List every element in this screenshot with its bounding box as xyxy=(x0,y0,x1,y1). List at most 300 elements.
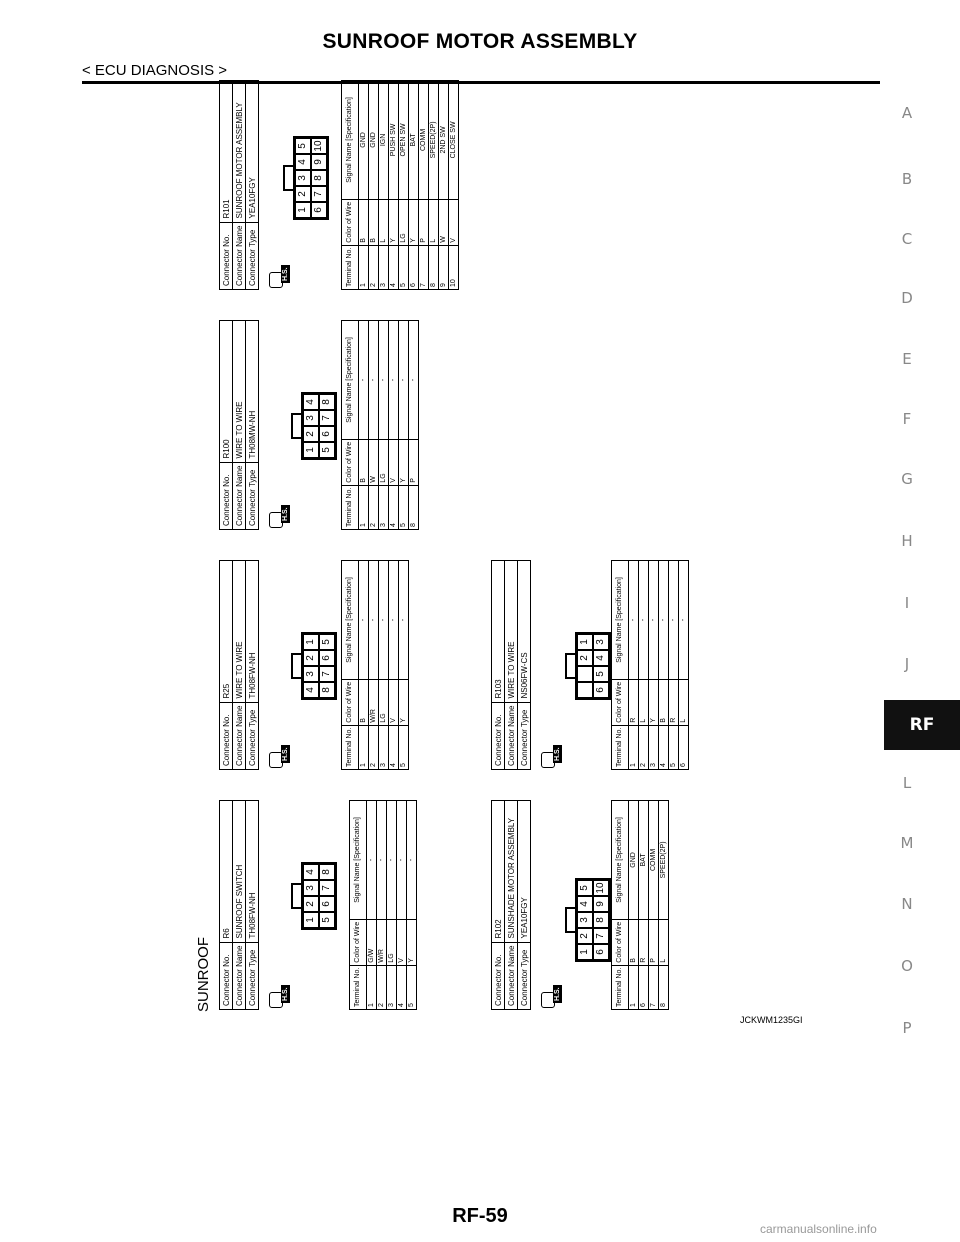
table-row xyxy=(649,801,659,1010)
terminal-cell: 1 xyxy=(359,245,369,289)
wire-color-cell: V xyxy=(397,919,407,965)
terminal-table-header: Signal Name [Specification] xyxy=(342,561,359,680)
image-code: JCKWM1235GI xyxy=(740,1015,803,1025)
terminal-table xyxy=(349,800,417,1010)
table-row xyxy=(359,561,369,770)
terminal-cell: 5 xyxy=(399,245,409,289)
header-value: SUNROOF MOTOR ASSEMBLY xyxy=(233,81,246,223)
table-row xyxy=(679,561,689,770)
pin-6: 6 xyxy=(311,202,327,218)
signal-cell: 2ND SW xyxy=(439,81,449,200)
side-index-a[interactable]: A xyxy=(901,104,913,122)
connector-header-table xyxy=(219,560,259,770)
header-label: Connector Type xyxy=(246,702,259,769)
terminal-table xyxy=(341,80,459,290)
table-row xyxy=(379,561,389,770)
terminal-cell: 2 xyxy=(369,485,379,529)
hs-harness-side-icon: H.S. xyxy=(541,738,567,768)
header-value: R101 xyxy=(220,81,233,223)
terminal-cell: 4 xyxy=(659,725,669,769)
header-label: Connector Name xyxy=(233,942,246,1009)
table-row xyxy=(669,561,679,770)
terminal-table-header: Signal Name [Specification] xyxy=(342,321,359,440)
terminal-cell: 6 xyxy=(409,245,419,289)
connector-header-table xyxy=(219,80,259,290)
terminal-table xyxy=(611,800,669,1010)
table-row xyxy=(659,561,669,770)
hs-harness-side-icon: H.S. xyxy=(269,258,295,288)
signal-cell: - xyxy=(649,561,659,680)
terminal-table-header: Color of Wire xyxy=(612,679,629,725)
pin-10: 10 xyxy=(311,138,327,154)
header-value: R102 xyxy=(492,801,505,943)
pin-5: 5 xyxy=(295,138,311,154)
wire-color-cell: B xyxy=(359,199,369,245)
terminal-cell: 3 xyxy=(379,725,389,769)
signal-cell: - xyxy=(359,561,369,680)
header-label: Connector Type xyxy=(518,702,531,769)
wire-color-cell: W xyxy=(369,439,379,485)
table-row xyxy=(659,801,669,1010)
wire-color-cell: V xyxy=(389,679,399,725)
wire-color-cell: B xyxy=(359,679,369,725)
terminal-table-header: Color of Wire xyxy=(342,199,359,245)
wire-color-cell: V xyxy=(389,439,399,485)
pin-1: 1 xyxy=(577,944,593,960)
pin-6: 6 xyxy=(593,682,609,698)
table-row xyxy=(379,321,389,530)
signal-cell: - xyxy=(379,561,389,680)
signal-cell: - xyxy=(397,801,407,920)
pin-3: 3 xyxy=(593,634,609,650)
pin-6: 6 xyxy=(593,944,609,960)
terminal-cell: 6 xyxy=(679,725,689,769)
table-row xyxy=(649,561,659,770)
terminal-table xyxy=(611,560,689,770)
header-label: Connector No. xyxy=(492,702,505,769)
table-row xyxy=(399,561,409,770)
connector-header-table xyxy=(219,320,259,530)
header-label: Connector Name xyxy=(233,222,246,289)
header-value: NS06FW-CS xyxy=(518,561,531,703)
table-row xyxy=(449,81,459,290)
signal-cell: - xyxy=(629,561,639,680)
page-number: RF-59 xyxy=(452,1205,508,1227)
hs-harness-side-icon: H.S. xyxy=(269,978,295,1008)
wire-color-cell: W/R xyxy=(369,679,379,725)
page-title: SUNROOF MOTOR ASSEMBLY xyxy=(322,30,638,53)
header-value: R6 xyxy=(220,801,233,943)
pin-4: 4 xyxy=(577,896,593,912)
pin-4: 4 xyxy=(303,864,319,880)
side-index-rf[interactable]: RF xyxy=(884,700,960,750)
side-index-f[interactable]: F xyxy=(902,410,912,428)
pin-4: 4 xyxy=(303,394,319,410)
section-breadcrumb: < ECU DIAGNOSIS > xyxy=(82,62,228,79)
table-row xyxy=(367,801,377,1010)
table-row xyxy=(629,801,639,1010)
signal-cell: GND xyxy=(629,801,639,920)
pin-5: 5 xyxy=(319,912,335,928)
pin-6: 6 xyxy=(319,896,335,912)
connector-r100 xyxy=(219,320,417,530)
terminal-table-header: Signal Name [Specification] xyxy=(342,81,359,200)
hs-harness-side-icon: H.S. xyxy=(269,498,295,528)
connector-pinout xyxy=(301,392,337,460)
side-index-h[interactable]: H xyxy=(901,532,913,550)
connector-header-table xyxy=(219,800,259,1010)
header-label: Connector No. xyxy=(220,222,233,289)
terminal-cell: 4 xyxy=(389,245,399,289)
table-row xyxy=(387,801,397,1010)
pin-3: 3 xyxy=(295,170,311,186)
terminal-cell: 4 xyxy=(389,725,399,769)
pin-7: 7 xyxy=(311,186,327,202)
table-row xyxy=(359,81,369,290)
rotated-drawing xyxy=(195,97,835,1012)
wire-color-cell: LG xyxy=(387,919,397,965)
pin-3: 3 xyxy=(303,880,319,896)
signal-cell: - xyxy=(359,321,369,440)
pin-8: 8 xyxy=(319,864,335,880)
header-value: R25 xyxy=(220,561,233,703)
pin-6: 6 xyxy=(319,650,335,666)
table-row xyxy=(429,81,439,290)
terminal-cell: 2 xyxy=(369,725,379,769)
signal-cell: - xyxy=(387,801,397,920)
header-value: TH08FW-NH xyxy=(246,561,259,703)
header-value: SUNSHADE MOTOR ASSEMBLY xyxy=(505,801,518,943)
terminal-cell: 3 xyxy=(387,965,397,1009)
side-index-l[interactable]: L xyxy=(902,774,912,792)
wire-color-cell: G/W xyxy=(367,919,377,965)
signal-cell: PUSH SW xyxy=(389,81,399,200)
side-index-j[interactable]: J xyxy=(904,655,910,673)
terminal-table-header: Signal Name [Specification] xyxy=(612,801,629,920)
wire-color-cell: B xyxy=(359,439,369,485)
header-label: Connector No. xyxy=(220,702,233,769)
connector-r102 xyxy=(491,800,667,1010)
table-row xyxy=(399,321,409,530)
connector-r25 xyxy=(219,560,407,770)
signal-cell: COMM xyxy=(649,801,659,920)
terminal-cell: 2 xyxy=(377,965,387,1009)
terminal-cell: 8 xyxy=(409,485,419,529)
side-index-p[interactable]: P xyxy=(902,1019,912,1037)
wire-color-cell: L xyxy=(379,199,389,245)
pin-7: 7 xyxy=(319,666,335,682)
header-value: YEA10FGY xyxy=(246,81,259,223)
table-row xyxy=(379,81,389,290)
table-row xyxy=(399,81,409,290)
signal-cell: - xyxy=(389,321,399,440)
terminal-cell: 3 xyxy=(649,725,659,769)
side-index-m[interactable]: M xyxy=(900,834,914,852)
side-index-i[interactable]: I xyxy=(904,594,910,612)
header-label: Connector Name xyxy=(505,942,518,1009)
figure-title: SUNROOF xyxy=(195,937,212,1012)
wire-color-cell: B xyxy=(659,679,669,725)
wire-color-cell: P xyxy=(649,919,659,965)
table-row xyxy=(369,561,379,770)
wire-color-cell: L xyxy=(659,919,669,965)
pin-blank xyxy=(577,682,593,698)
header-label: Connector Name xyxy=(505,702,518,769)
table-row xyxy=(377,801,387,1010)
signal-cell: - xyxy=(377,801,387,920)
pin-3: 3 xyxy=(577,912,593,928)
signal-cell: GND xyxy=(369,81,379,200)
signal-cell: SPEED(2P) xyxy=(429,81,439,200)
pin-2: 2 xyxy=(303,426,319,442)
terminal-table-header: Color of Wire xyxy=(612,919,629,965)
table-row xyxy=(639,801,649,1010)
wire-color-cell: P xyxy=(419,199,429,245)
pin-9: 9 xyxy=(593,896,609,912)
terminal-table-header: Terminal No. xyxy=(612,725,629,769)
connector-r101 xyxy=(219,80,457,290)
side-index-o[interactable]: O xyxy=(901,957,913,975)
header-label: Connector Type xyxy=(518,942,531,1009)
table-row xyxy=(629,561,639,770)
connector-header-table xyxy=(491,560,531,770)
signal-cell: IGN xyxy=(379,81,389,200)
pin-7: 7 xyxy=(319,410,335,426)
table-row xyxy=(439,81,449,290)
header-label: Connector No. xyxy=(220,942,233,1009)
pin-1: 1 xyxy=(303,634,319,650)
terminal-cell: 7 xyxy=(419,245,429,289)
pin-7: 7 xyxy=(593,928,609,944)
wire-color-cell: LG xyxy=(379,439,389,485)
terminal-cell: 1 xyxy=(629,725,639,769)
signal-cell: - xyxy=(367,801,377,920)
signal-cell: BAT xyxy=(639,801,649,920)
terminal-cell: 3 xyxy=(379,485,389,529)
pin-4: 4 xyxy=(303,682,319,698)
terminal-cell: 8 xyxy=(659,965,669,1009)
terminal-cell: 6 xyxy=(639,965,649,1009)
header-value: WIRE TO WIRE xyxy=(505,561,518,703)
terminal-cell: 5 xyxy=(407,965,417,1009)
pin-1: 1 xyxy=(577,634,593,650)
hs-harness-side-icon: H.S. xyxy=(269,738,295,768)
pin-8: 8 xyxy=(319,394,335,410)
header-value: R100 xyxy=(220,321,233,463)
connector-r6 xyxy=(219,800,415,1010)
wire-color-cell: V xyxy=(449,199,459,245)
pin-blank xyxy=(577,666,593,682)
signal-cell: - xyxy=(659,561,669,680)
terminal-table-header: Terminal No. xyxy=(342,725,359,769)
terminal-cell: 4 xyxy=(389,485,399,529)
terminal-table-header: Color of Wire xyxy=(350,919,367,965)
pin-8: 8 xyxy=(319,682,335,698)
signal-cell: - xyxy=(639,561,649,680)
wire-color-cell: L xyxy=(429,199,439,245)
signal-cell: - xyxy=(389,561,399,680)
header-label: Connector No. xyxy=(220,462,233,529)
side-index-n[interactable]: N xyxy=(901,895,913,913)
table-row xyxy=(359,321,369,530)
wire-color-cell: P xyxy=(409,439,419,485)
wire-color-cell: LG xyxy=(399,199,409,245)
side-index-c[interactable]: C xyxy=(901,230,913,248)
terminal-table xyxy=(341,560,409,770)
table-row xyxy=(369,321,379,530)
wire-color-cell: W xyxy=(439,199,449,245)
terminal-table-header: Color of Wire xyxy=(342,679,359,725)
watermark: carmanualsonline.info xyxy=(760,1222,877,1236)
pin-5: 5 xyxy=(593,666,609,682)
side-index-e[interactable]: E xyxy=(902,350,912,368)
signal-cell: - xyxy=(399,321,409,440)
terminal-cell: 1 xyxy=(629,965,639,1009)
terminal-cell: 8 xyxy=(429,245,439,289)
wire-color-cell: Y xyxy=(409,199,419,245)
pin-4: 4 xyxy=(593,650,609,666)
header-label: Connector Name xyxy=(233,462,246,529)
wire-color-cell: Y xyxy=(399,679,409,725)
wire-color-cell: L xyxy=(639,679,649,725)
table-row xyxy=(407,801,417,1010)
connector-pinout xyxy=(575,878,611,962)
signal-cell: - xyxy=(369,561,379,680)
side-index-d[interactable]: D xyxy=(901,289,913,307)
signal-cell: - xyxy=(369,321,379,440)
wire-color-cell: Y xyxy=(389,199,399,245)
wire-color-cell: R xyxy=(669,679,679,725)
terminal-cell: 7 xyxy=(649,965,659,1009)
wire-color-cell: R xyxy=(639,919,649,965)
terminal-cell: 1 xyxy=(359,485,369,529)
pin-4: 4 xyxy=(295,154,311,170)
connector-header-table xyxy=(491,800,531,1010)
signal-cell: OPEN SW xyxy=(399,81,409,200)
terminal-cell: 3 xyxy=(379,245,389,289)
wire-color-cell: R xyxy=(629,679,639,725)
pin-2: 2 xyxy=(577,928,593,944)
header-value: WIRE TO WIRE xyxy=(233,321,246,463)
signal-cell: COMM xyxy=(419,81,429,200)
terminal-cell: 2 xyxy=(369,245,379,289)
header-label: Connector No. xyxy=(492,942,505,1009)
pin-10: 10 xyxy=(593,880,609,896)
table-row xyxy=(409,81,419,290)
pin-2: 2 xyxy=(303,650,319,666)
terminal-cell: 1 xyxy=(359,725,369,769)
pin-9: 9 xyxy=(311,154,327,170)
side-index-b[interactable]: B xyxy=(901,170,913,188)
signal-cell: - xyxy=(409,321,419,440)
wire-color-cell: B xyxy=(629,919,639,965)
wire-color-cell: W/R xyxy=(377,919,387,965)
header-label: Connector Type xyxy=(246,222,259,289)
terminal-table-header: Terminal No. xyxy=(342,485,359,529)
pin-1: 1 xyxy=(303,912,319,928)
terminal-cell: 4 xyxy=(397,965,407,1009)
hs-harness-side-icon: H.S. xyxy=(541,978,567,1008)
side-index-g[interactable]: G xyxy=(901,470,913,488)
signal-cell: - xyxy=(379,321,389,440)
signal-cell: BAT xyxy=(409,81,419,200)
wire-color-cell: LG xyxy=(379,679,389,725)
terminal-cell: 5 xyxy=(669,725,679,769)
table-row xyxy=(389,321,399,530)
terminal-cell: 9 xyxy=(439,245,449,289)
header-label: Connector Type xyxy=(246,942,259,1009)
terminal-table xyxy=(341,320,419,530)
pin-5: 5 xyxy=(319,442,335,458)
terminal-table-header: Terminal No. xyxy=(350,965,367,1009)
wire-color-cell: L xyxy=(679,679,689,725)
header-label: Connector Name xyxy=(233,702,246,769)
table-row xyxy=(419,81,429,290)
pin-3: 3 xyxy=(303,410,319,426)
header-rule xyxy=(82,81,880,84)
connector-pinout xyxy=(301,862,337,930)
table-row xyxy=(389,561,399,770)
table-row xyxy=(409,321,419,530)
table-row xyxy=(397,801,407,1010)
connector-pinout xyxy=(301,632,337,700)
table-row xyxy=(639,561,649,770)
signal-cell: - xyxy=(399,561,409,680)
connector-pinout xyxy=(575,632,611,700)
terminal-table-header: Signal Name [Specification] xyxy=(612,561,629,680)
signal-cell: SPEED(2P) xyxy=(659,801,669,920)
terminal-cell: 1 xyxy=(367,965,377,1009)
terminal-cell: 2 xyxy=(639,725,649,769)
signal-cell: - xyxy=(679,561,689,680)
terminal-cell: 5 xyxy=(399,485,409,529)
terminal-table-header: Terminal No. xyxy=(612,965,629,1009)
table-row xyxy=(389,81,399,290)
header-value: TH08FW-NH xyxy=(246,801,259,943)
terminal-table-header: Color of Wire xyxy=(342,439,359,485)
pin-2: 2 xyxy=(295,186,311,202)
pin-8: 8 xyxy=(593,912,609,928)
wire-color-cell: B xyxy=(369,199,379,245)
header-value: WIRE TO WIRE xyxy=(233,561,246,703)
wire-color-cell: Y xyxy=(407,919,417,965)
terminal-cell: 5 xyxy=(399,725,409,769)
pin-5: 5 xyxy=(577,880,593,896)
wire-color-cell: Y xyxy=(399,439,409,485)
pin-8: 8 xyxy=(311,170,327,186)
connector-pinout xyxy=(293,136,329,220)
signal-cell: GND xyxy=(359,81,369,200)
header-value: SUNROOF SWITCH xyxy=(233,801,246,943)
pin-7: 7 xyxy=(319,880,335,896)
header-label: Connector Type xyxy=(246,462,259,529)
connector-figure xyxy=(195,97,835,1012)
signal-cell: CLOSE SW xyxy=(449,81,459,200)
signal-cell: - xyxy=(669,561,679,680)
wire-color-cell: Y xyxy=(649,679,659,725)
header-value: YEA10FGY xyxy=(518,801,531,943)
terminal-cell: 10 xyxy=(449,245,459,289)
header-value: TH08MW-NH xyxy=(246,321,259,463)
header-value: R103 xyxy=(492,561,505,703)
connector-r103 xyxy=(491,560,687,770)
terminal-table-header: Terminal No. xyxy=(342,245,359,289)
pin-2: 2 xyxy=(577,650,593,666)
terminal-table-header: Signal Name [Specification] xyxy=(350,801,367,920)
pin-1: 1 xyxy=(295,202,311,218)
pin-3: 3 xyxy=(303,666,319,682)
pin-5: 5 xyxy=(319,634,335,650)
